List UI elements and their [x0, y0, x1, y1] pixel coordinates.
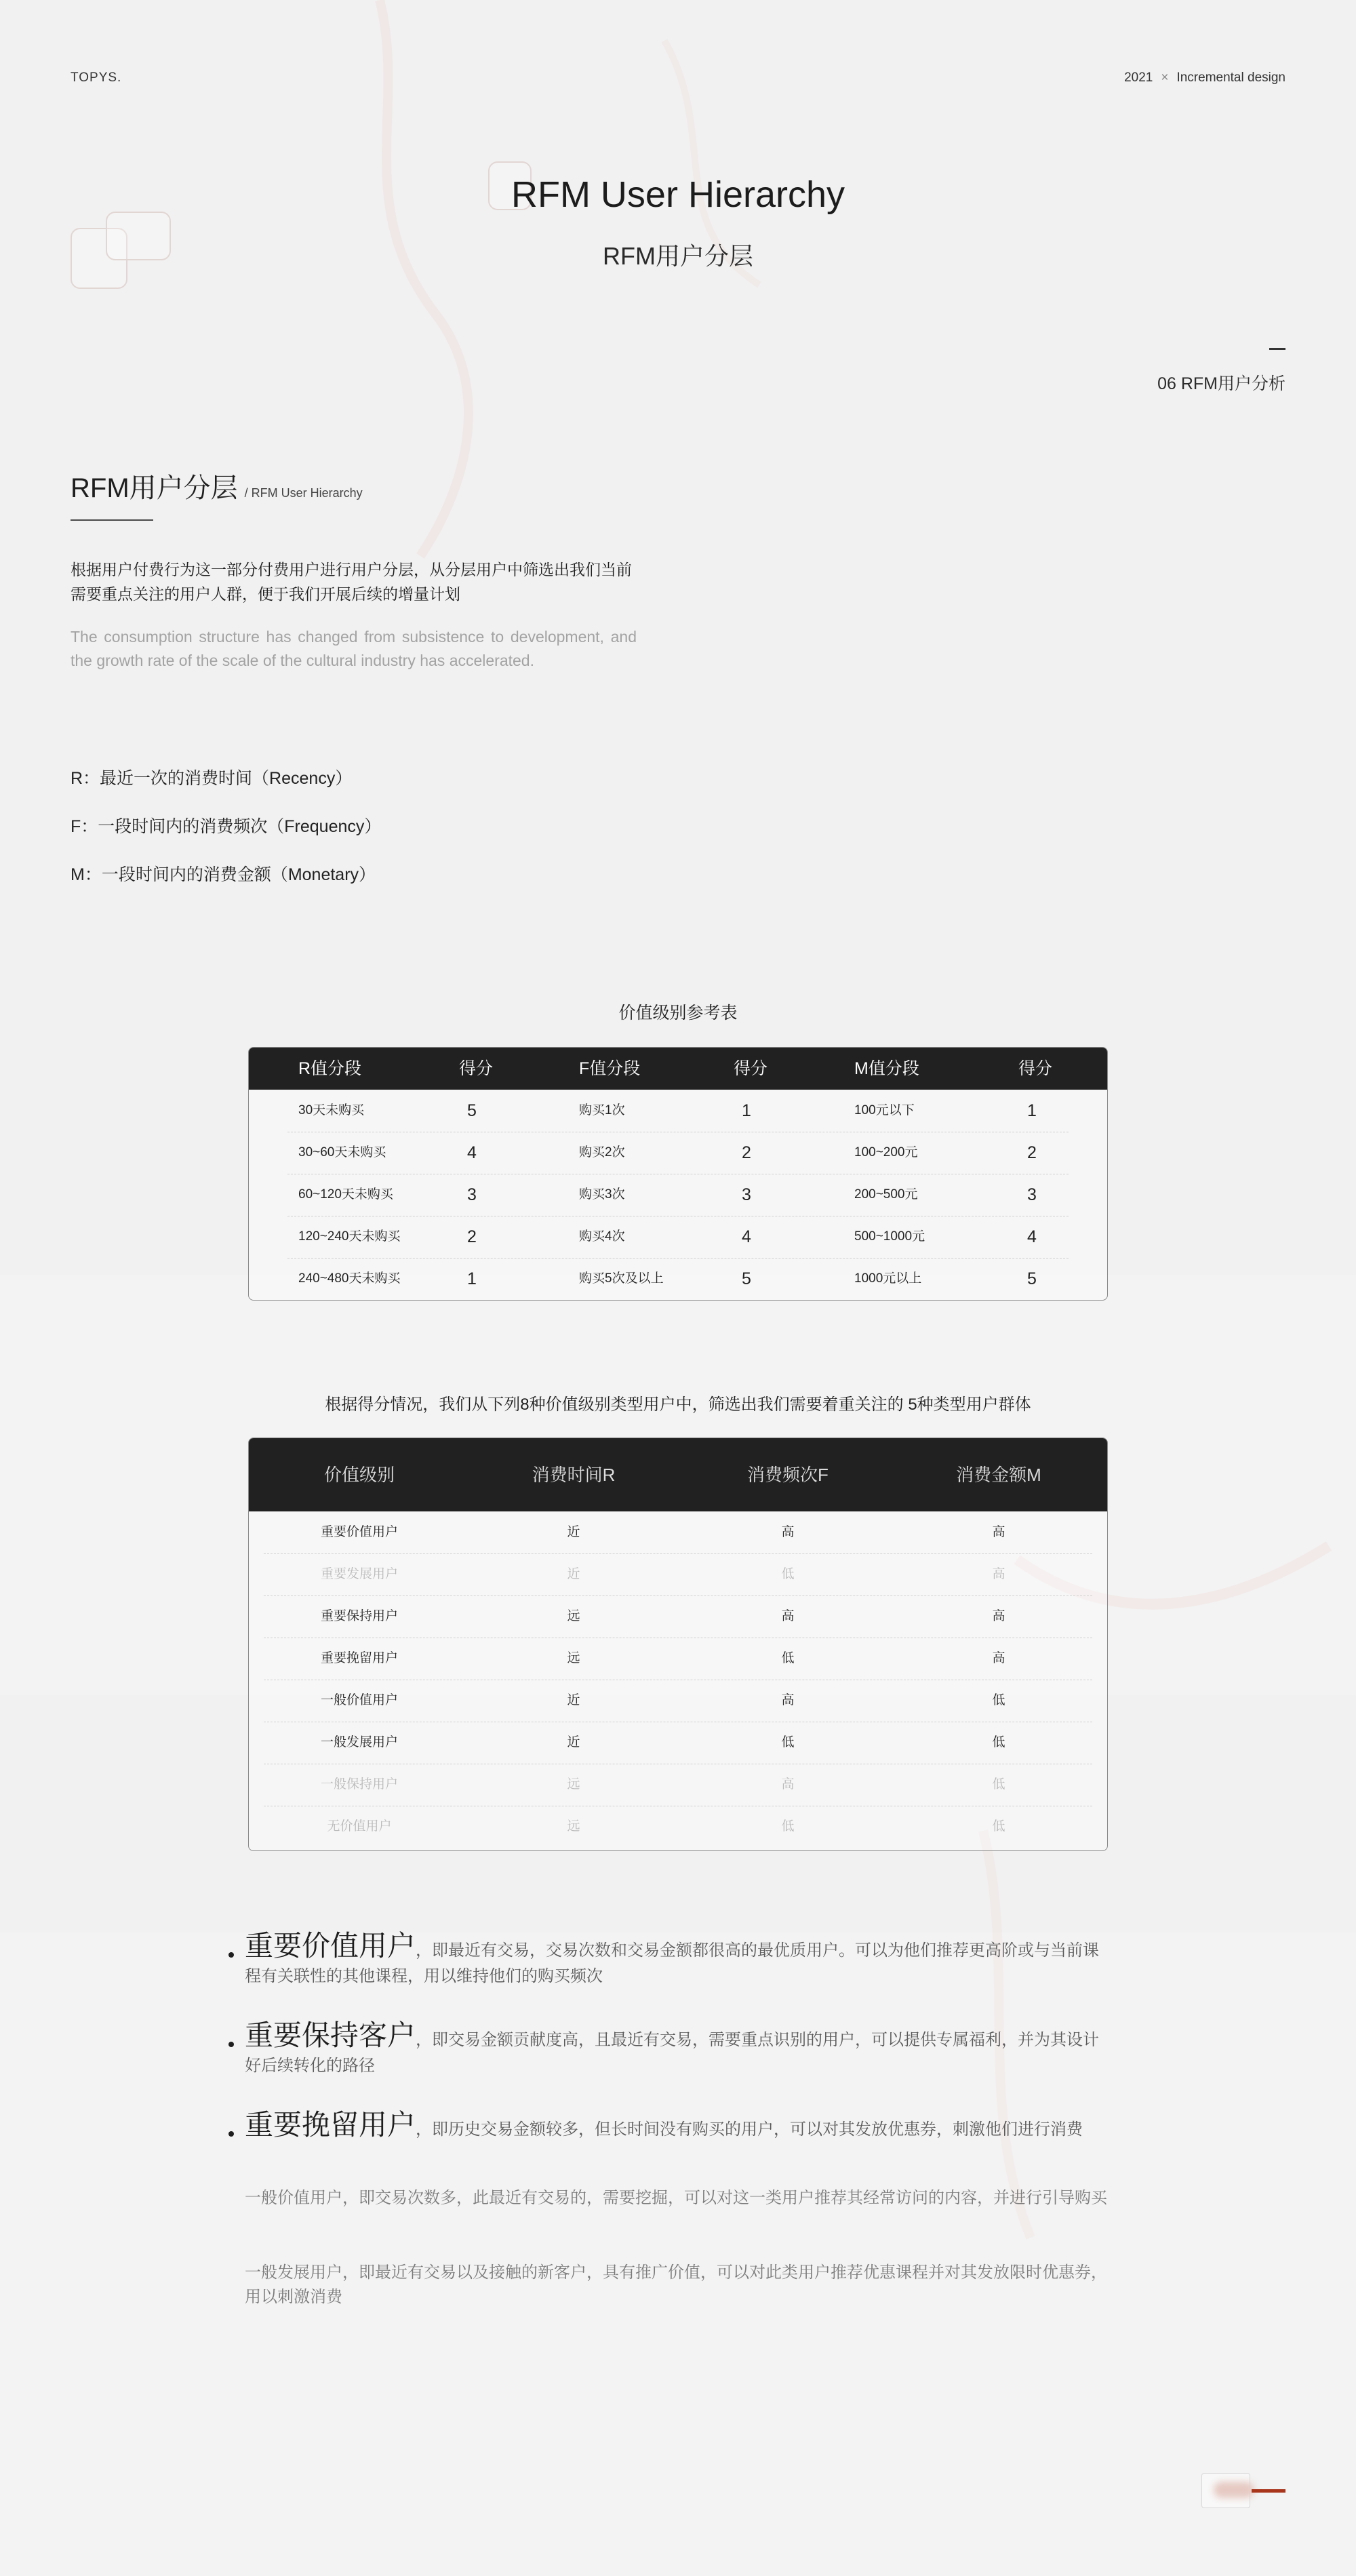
table-cell: 30天未购买 [298, 1103, 365, 1117]
table-cell: 低 [781, 1735, 795, 1749]
level-table [248, 1438, 1108, 1851]
table-cell: 1 [1027, 1101, 1037, 1120]
table-row [264, 1680, 1092, 1722]
highlight-item [226, 2109, 1113, 2143]
column-header: 消费频次F [747, 1465, 829, 1485]
table-cell: 远 [567, 1651, 580, 1665]
table-cell: 高 [992, 1651, 1005, 1665]
hero-title-cn: RFM用户分层 [603, 242, 753, 270]
hero-title-en: RFM User Hierarchy [511, 174, 845, 215]
table-cell: 高 [992, 1567, 1005, 1581]
table-cell: 4 [1027, 1227, 1037, 1246]
table-cell: 一般价值用户 [320, 1693, 398, 1707]
definition-recency: R：最近一次的消费时间（Recency） [71, 769, 353, 788]
table-cell: 1 [742, 1101, 751, 1120]
table-cell: 一般发展用户 [320, 1735, 398, 1749]
table-cell: 3 [742, 1185, 751, 1204]
highlight-item [226, 1930, 1113, 1989]
chapter-label: 06 RFM用户分析 [1157, 374, 1285, 393]
highlight-title: 重要价值用户 [245, 1930, 416, 1962]
highlight-item [226, 2019, 1113, 2079]
score-table-title: 价值级别参考表 [618, 1004, 738, 1023]
column-header: 价值级别 [323, 1465, 395, 1485]
column-header: 得分 [734, 1059, 768, 1078]
table-row [287, 1132, 1069, 1174]
bullet-icon [228, 1952, 234, 1958]
level-table-header [249, 1438, 1107, 1511]
table-cell: 高 [992, 1609, 1005, 1623]
column-header: F值分段 [579, 1059, 641, 1078]
section-underline [71, 519, 153, 521]
highlight-text: ，即最近有交易，交易次数和交易金额都很高的最优质用户。可以为他们推荐更高阶或与当前课程有关联性的其他课程，用以维持他们的购买频次 [245, 1941, 1100, 1985]
column-header: 消费时间R [532, 1465, 616, 1485]
table-cell: 5 [467, 1101, 477, 1120]
table-cell: 高 [781, 1525, 795, 1539]
header-tagline: Incremental design [1176, 71, 1285, 85]
table-cell: 120~240天未购买 [298, 1229, 401, 1244]
table-row [264, 1638, 1092, 1680]
table-cell: 重要保持用户 [320, 1609, 398, 1623]
table-row [264, 1511, 1092, 1554]
brand-logo: TOPYS. [71, 71, 122, 85]
table-cell: 240~480天未购买 [298, 1271, 401, 1286]
definition-frequency: F：一段时间内的消费频次（Frequency） [71, 817, 382, 836]
table-cell: 3 [467, 1185, 477, 1204]
rfm-definitions [71, 765, 381, 909]
table-cell: 低 [781, 1567, 795, 1581]
page-marker-blur [1214, 2482, 1254, 2498]
column-header: 消费金额M [956, 1465, 1041, 1485]
table-cell: 高 [781, 1777, 795, 1791]
table-cell: 重要发展用户 [320, 1567, 398, 1581]
header-meta [1124, 71, 1285, 85]
header-year: 2021 [1124, 71, 1153, 85]
table-cell: 500~1000元 [854, 1229, 925, 1244]
table-cell: 远 [567, 1777, 580, 1791]
table-cell: 1000元以上 [854, 1271, 922, 1286]
table-cell: 高 [781, 1609, 795, 1623]
table-cell: 5 [1027, 1269, 1037, 1288]
close-icon: × [1161, 71, 1169, 85]
table-cell: 近 [567, 1735, 580, 1749]
table-cell: 低 [781, 1819, 795, 1834]
section-title [71, 467, 363, 505]
table-cell: 低 [992, 1693, 1005, 1707]
table-cell: 100元以下 [854, 1103, 915, 1117]
column-header: 得分 [1018, 1059, 1053, 1078]
section-subtitle: / RFM User Hierarchy [244, 486, 363, 500]
table-cell: 60~120天未购买 [298, 1187, 393, 1202]
note-paragraph: 一般价值用户，即交易次数多，此最近有交易的，需要挖掘，可以对这一类用户推荐其经常访问的内容，并进行引导购买 [245, 2189, 1107, 2207]
table-cell: 近 [567, 1567, 580, 1581]
definition-monetary: M：一段时间内的消费金额（Monetary） [71, 865, 376, 884]
table-cell: 2 [1027, 1143, 1037, 1162]
column-header: 得分 [459, 1059, 494, 1078]
table-cell: 重要价值用户 [320, 1525, 398, 1539]
table-cell: 高 [781, 1693, 795, 1707]
table-cell: 近 [567, 1525, 580, 1539]
table-row [264, 1553, 1092, 1596]
level-table-title: 根据得分情况，我们从下列8种价值级别类型用户中，筛选出我们需要着重关注的 5种类型用户群体 [325, 1395, 1031, 1414]
table-cell: 低 [992, 1819, 1005, 1834]
table-row [287, 1090, 1069, 1132]
column-header: M值分段 [854, 1059, 919, 1078]
table-row [264, 1722, 1092, 1764]
table-row [287, 1216, 1069, 1259]
intro-paragraph-en: The consumption structure has changed from subsistence to development, and the growth rate of the scale of the cultural industry has accelerated. [71, 628, 637, 669]
table-cell: 低 [992, 1777, 1005, 1791]
table-cell: 远 [567, 1609, 580, 1623]
table-cell: 4 [742, 1227, 751, 1246]
score-table-header [249, 1048, 1107, 1090]
score-table [248, 1047, 1108, 1301]
table-cell: 100~200元 [854, 1145, 918, 1160]
table-cell: 2 [467, 1227, 477, 1246]
table-row [264, 1596, 1092, 1638]
table-cell: 购买3次 [579, 1187, 625, 1202]
highlight-title: 重要挽留用户 [245, 2109, 416, 2141]
table-cell: 4 [467, 1143, 477, 1162]
table-row [264, 1764, 1092, 1806]
table-cell: 购买5次及以上 [579, 1271, 664, 1286]
column-header: R值分段 [298, 1059, 362, 1078]
table-cell: 30~60天未购买 [298, 1145, 386, 1160]
section-title-cn: RFM用户分层 [71, 473, 238, 503]
table-cell: 5 [742, 1269, 751, 1288]
table-cell: 低 [781, 1651, 795, 1665]
table-cell: 购买1次 [579, 1103, 625, 1117]
table-cell: 购买4次 [579, 1229, 625, 1244]
table-row [287, 1258, 1069, 1300]
highlight-text: ，即交易金额贡献度高，且最近有交易，需要重点识别的用户，可以提供专属福利，并为其设计好后续转化的路径 [245, 2031, 1100, 2075]
table-cell: 3 [1027, 1185, 1037, 1204]
intro-paragraph-cn: 根据用户付费行为这一部分付费用户进行用户分层，从分层用户中筛选出我们当前需要重点关注的用户人群，便于我们开展后续的增量计划 [71, 561, 632, 603]
table-cell: 低 [992, 1735, 1005, 1749]
table-cell: 1 [467, 1269, 477, 1288]
bullet-icon [228, 2131, 234, 2137]
highlight-title: 重要保持客户 [245, 2019, 416, 2051]
table-row [287, 1174, 1069, 1216]
table-cell: 远 [567, 1819, 580, 1834]
table-cell: 高 [992, 1525, 1005, 1539]
table-cell: 近 [567, 1693, 580, 1707]
highlight-text: ，即历史交易金额较多，但长时间没有购买的用户，可以对其发放优惠券，刺激他们进行消费 [416, 2120, 1083, 2139]
table-cell: 重要挽留用户 [320, 1651, 398, 1665]
table-cell: 无价值用户 [327, 1819, 392, 1834]
page-marker-accent [1252, 2489, 1285, 2493]
table-cell: 2 [742, 1143, 751, 1162]
chapter-dash [1269, 348, 1285, 350]
note-paragraph: 一般发展用户，即最近有交易以及接触的新客户，具有推广价值，可以对此类用户推荐优惠课程并对其发放限时优惠券，用以刺激消费 [245, 2263, 1107, 2306]
table-cell: 购买2次 [579, 1145, 625, 1160]
table-cell: 一般保持用户 [320, 1777, 398, 1791]
bullet-icon [228, 2042, 234, 2047]
table-row [264, 1806, 1092, 1848]
table-cell: 200~500元 [854, 1187, 918, 1202]
